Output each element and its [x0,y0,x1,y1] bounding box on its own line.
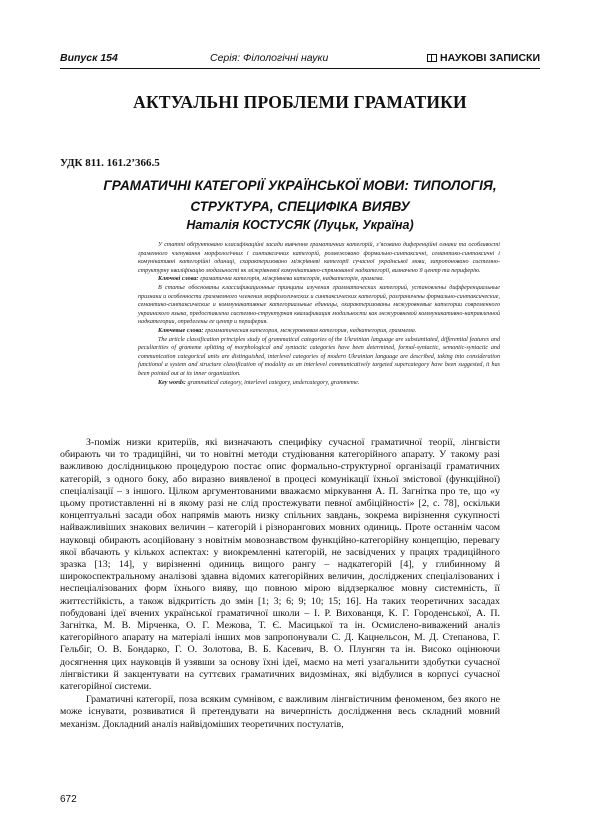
keywords-list: грамматическая категория, межуровневая категория, надкатегория, граммема. [204,327,417,334]
keywords-label: Ключевые слова: [158,327,204,334]
series-name: Серія: Філологічні науки [210,52,329,64]
book-icon [427,54,437,62]
keywords-russian [138,327,500,336]
abstracts-block [138,241,500,387]
body-paragraph-2: Граматичні категорії, поза всяким сумнівом, є важливим лінгвістичним феноменом, без якого не може існувати, розвиватися й претендувати на вичерпність дослідження весь складний мовний механізм. Докладний аналіз найвідоміших теоретичних постулатів, [60,694,500,730]
keywords-english [138,379,500,388]
page-number: 672 [60,794,77,805]
abstract-russian: В статье обоснованы классификационные принципы изучения грамматических категорий, установлены дифференциальные признаки и особенности граммемного членения морфологических и синтаксических категорий, разграничены формально-синтаксические, семантико-синтаксические и коммуникативные категориальные единицы, охарактеризованы межуровневые категории современного украинского языка, предоставлена системно-структурная квалификация модальности как межуровневой коммуникативно-направленной надкатегории, определены ее центр и периферия. [138,284,500,326]
abstract-ukrainian: У статті обґрунтовано класифікаційні засади вивчення граматичних категорій, з’ясовано диференційні ознаки та особливості граменного членування морфологічних і синтаксичних категорій, розмежовано формально-синтаксичні, семантико-синтаксичні і комунікативні категорійні одиниці, схарактеризовано міжрівневі категорії сучасної української мови, запропоновано системно-структурну кваліфікацію модальності як міжрівневої комунікативно-спрямованої надкатегорії, визначено її центр та периферію. [138,242,500,274]
article-title [60,175,540,217]
keywords-ukrainian [138,275,500,284]
abstract-english: The article classification principles study of grammatical categories of the Ukrainian language are substantiated, differential features and peculiarities of grameme splitting of morphological and syntactic categories have been determined, formal-syntactic, semantic-syntactic and communication categorical units are distinguished, interlevel categories of modern Ukrainian language are described, taking into consideration functional a system and structure classification of modality as an interlevel communicatively targeted supercategory have been suggested, it has been pointed out at its inner organization. [138,336,500,377]
journal-name [427,52,540,64]
journal-name-text: НАУКОВІ ЗАПИСКИ [440,52,540,64]
body-paragraph-1: З-поміж низки критеріїв, які визначають специфіку сучасної граматичної теорії, лінгвісти обирають чи то традиційні, чи то новітні методи студіювання категорійного апарату. У такому разі важливою дослідницькою процедурою постає опис формально-структурної організації граматичних категорій, з одного боку, або виразно виявленої в процесі комунікації їхньої змістової (функційної) спеціалізації – з іншого. Цілком аргументованими вважаємо міркування А. П. Загнітка про те, що «у цьому протиставленні ні в якому разі не слід простежувати певної амбіційності» [2, с. 78], оскільки концептуальні засади обох напрямів мають низку спільних завдань, зокрема вирізнення сукупності найважливіших знакових величин – категорій і різнорангових мовних одиниць. Проте останнім часом науковці обирають асоційовану з новітнім мовознавством функційно-категорійну концепцію, перевагу якої вбачають у кількох аспектах: у виокремленні категорій, не засвідчених у працях традиційного зразка [13; 14], у вирізненні одиниць вищого рангу – надкатегорій [4], у глибинному й широкоспектральному аналізові здавна відомих категорійних величин, досліджених спеціалізованих і неспеціалізованих форм їхнього вияву, що повною мірою віддзеркалює мовну системність, її життєстійкість, а також відкритість до змін [1; 3; 6; 9; 10; 15; 16]. На таких теоретичних засадах побудовані ідеї вчених української граматичної школи – І. Р. Вихованця, К. Г. Городенської, А. П. Загнітка, М. В. Мірченка, О. Г. Межова, Т. Є. Масицької та ін. Осмислено-виважений аналіз категорійного апарату на матеріалі інших мов запропонували С. Д. Кацнельсон, М. Д. Степанова, Г. Гельбіг, О. В. Бондарко, Г. О. Золотова, В. Б. Касевич, В. О. Плунгян та ін. Високо оцінюючи досягнення цих науковців й узявши за основу їхні ідеї, маємо на меті узагальнити здобутки сучасної лінгвістики й закцентувати на суттєвих граматичних видозмінах, які відбулися в корпусі сучасної категорійної системи. [60,437,500,693]
article-title-line-1: ГРАМАТИЧНІ КАТЕГОРІЇ УКРАЇНСЬКОЇ МОВИ: ТИПОЛОГІЯ, [103,178,497,193]
article-title-line-2: СТРУКТУРА, СПЕЦИФІКА ВИЯВУ [190,199,410,214]
keywords-label: Key words: [158,379,186,386]
article-author: Наталія КОСТУСЯК (Луцьк, Україна) [186,218,414,232]
running-header [60,52,540,66]
keywords-label: Ключові слова: [158,276,199,283]
header-divider [60,68,540,69]
section-title: АКТУАЛЬНІ ПРОБЛЕМИ ГРАМАТИКИ [133,92,467,112]
keywords-list: grammatical category, interlevel category, undercategory, grammeme. [187,379,360,386]
keywords-list: граматична категорія, міжрівнева категорія, надкатегорія, грамема. [199,276,385,283]
issue-number: Випуск 154 [60,52,118,64]
article-body [60,437,500,731]
udc-code: УДК 811. 161.2’366.5 [60,157,160,169]
